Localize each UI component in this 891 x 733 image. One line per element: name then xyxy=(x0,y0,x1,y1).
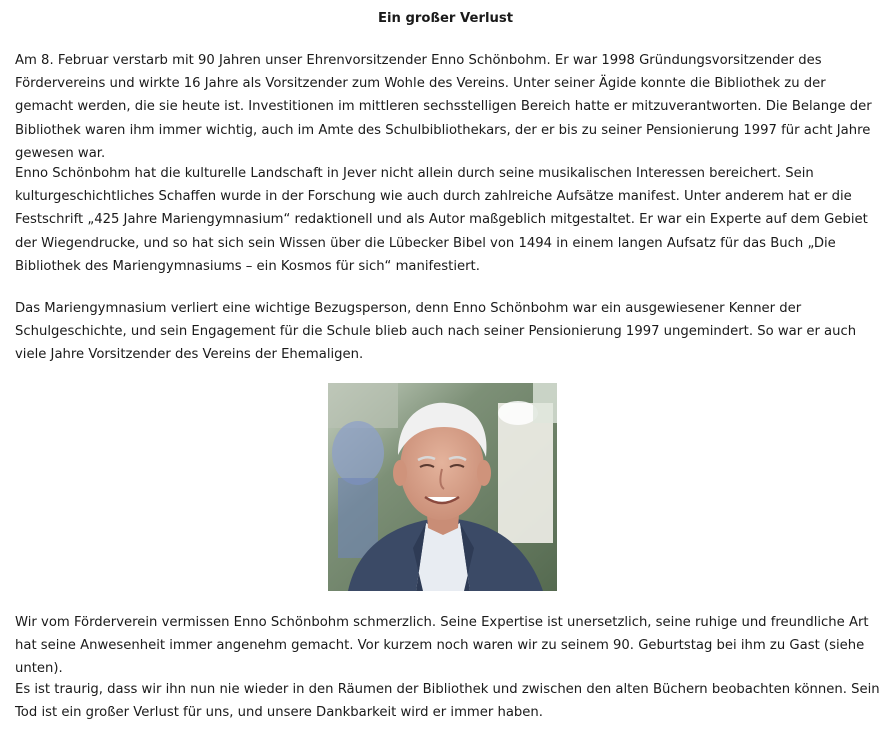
paragraph-3: Das Mariengymnasium verliert eine wichtige Bezugsperson, denn Enno Schönbohm war ein ausgewiesener Kenner der Schulgeschichte, und sein Engagement für die Schule blieb auch nach seiner Pensionierung 1997 ungemindert. So war er auch viele Jahre Vorsitzender des Vereins der Ehemaligen. xyxy=(15,301,857,363)
paragraph-4: Wir vom Förderverein vermissen Enno Schönbohm schmerzlich. Seine Expertise ist unersetzlich, seine ruhige und freundliche Art hat seine Anwesenheit immer angenehm gemacht. Vor kurzem noch waren wir zu seinem 90. Geburtstag bei ihm zu Gast (siehe unten). xyxy=(15,615,869,677)
paragraph-2: Enno Schönbohm hat die kulturelle Landschaft in Jever nicht allein durch seine musikalischen Interessen bereichert. Sein kulturgeschichtliches Schaffen wurde in der Forschung wie auch durch zahlreiche Aufsätze manifest. Unter anderem hat er die Festschrift „425 Jahre Mariengymnasium“ redaktionell und als Autor maßgeblich mitgestaltet. Er war ein Experte auf dem Gebiet der Wiegendrucke, und so hat sich sein Wissen über die Lübecker Bibel von 1494 in einem langen Aufsatz für das Buch „Die Bibliothek des Mariengymnasiums – ein Kosmos für sich“ manifestiert. xyxy=(15,166,868,274)
paragraph-1: Am 8. Februar verstarb mit 90 Jahren unser Ehrenvorsitzender Enno Schönbohm. Er war 1998 Gründungsvorsitzender des Fördervereins und wirkte 16 Jahre als Vorsitzender zum Wohle des Vereins. Unter seiner Ägide konnte die Bibliothek zu der gemacht werden, die sie heute ist. Investitionen im mittleren sechsstelligen Bereich hatte er mitzuverantworten. Die Belange der Bibliothek waren ihm immer wichtig, auch im Amte des Schulbibliothekars, der er bis zu seiner Pensionierung 1997 für acht Jahre gewesen war. xyxy=(15,53,872,161)
portrait-photo xyxy=(328,383,557,591)
article-title: Ein großer Verlust xyxy=(377,11,514,26)
paragraph-5: Es ist traurig, dass wir ihn nun nie wieder in den Räumen der Bibliothek und zwischen den alten Büchern beobachten können. Sein Tod ist ein großer Verlust für uns, und unsere Dankbarkeit wird er immer haben. xyxy=(15,682,880,721)
